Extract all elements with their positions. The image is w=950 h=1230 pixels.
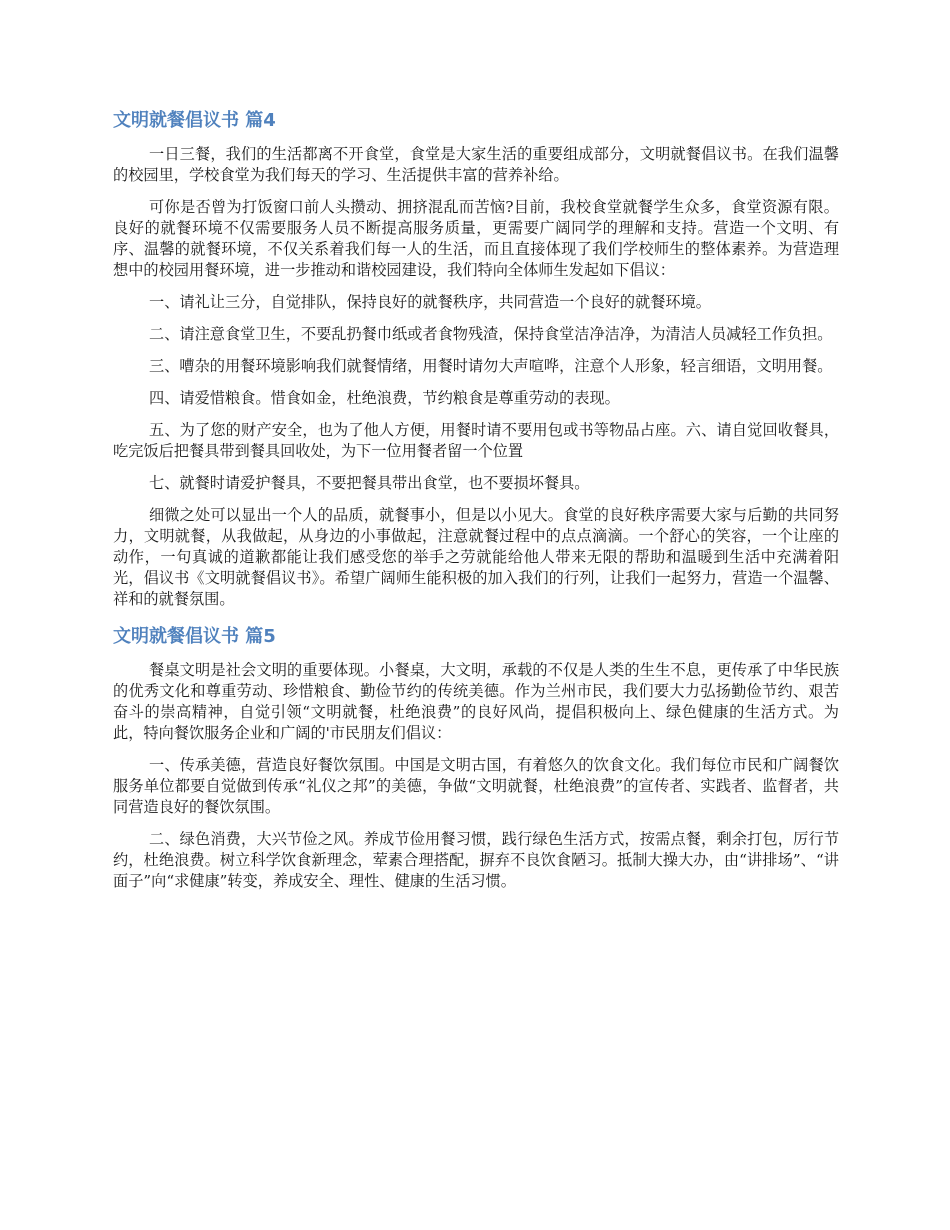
paragraph: 餐桌文明是社会文明的重要体现。小餐桌，大文明，承载的不仅是人类的生生不息，更传承了中华民族的优秀文化和尊重劳动、珍惜粮食、勤俭节约的传统美德。作为兰州市民，我们要大力弘扬勤俭节约、艰苦奋斗的崇高精神，自觉引领“文明就餐，杜绝浪费”的良好风尚，提倡积极向上、绿色健康的生活方式。为此，特向餐饮服务企业和广阔的'市民朋友们倡议： bbox=[113, 661, 839, 742]
paragraph: 细微之处可以显出一个人的品质，就餐事小，但是以小见大。食堂的良好秩序需要大家与后勤的共同努力，文明就餐，从我做起，从身边的小事做起，注意就餐过程中的点点滴滴。一个舒心的笑容，一个让座的动作，一句真诚的道歉都能让我们感受您的举手之劳就能给他人带来无限的帮助和温暖到生活中充满着阳光，倡议书《文明就餐倡议书》。希望广阔师生能积极的加入我们的行列，让我们一起努力，营造一个温馨、祥和的就餐氛围。 bbox=[113, 506, 839, 608]
paragraph: 一、传承美德，营造良好餐饮氛围。中国是文明古国，有着悠久的饮食文化。我们每位市民和广阔餐饮服务单位都要自觉做到传承“礼仪之邦”的美德，争做“文明就餐，杜绝浪费”的宣传者、实践者、监督者，共同营造良好的餐饮氛围。 bbox=[113, 756, 839, 816]
paragraph: 七、就餐时请爱护餐具，不要把餐具带出食堂，也不要损坏餐具。 bbox=[149, 474, 590, 492]
section-title: 文明就餐倡议书 篇5 bbox=[113, 626, 276, 647]
document-page bbox=[113, 108, 839, 903]
paragraph: 二、绿色消费，大兴节俭之风。养成节俭用餐习惯，践行绿色生活方式，按需点餐，剩余打包，厉行节约，杜绝浪费。树立科学饮食新理念，荤素合理搭配，摒弃不良饮食陋习。抵制大操大办，由“讲排场”、“讲面子”向“求健康”转变，养成安全、理性、健康的生活习惯。 bbox=[113, 830, 839, 890]
paragraph: 一日三餐，我们的生活都离不开食堂，食堂是大家生活的重要组成部分，文明就餐倡议书。在我们温馨的校园里，学校食堂为我们每天的学习、生活提供丰富的营养补给。 bbox=[113, 145, 839, 184]
section-title: 文明就餐倡议书 篇4 bbox=[113, 110, 276, 131]
paragraph: 三、嘈杂的用餐环境影响我们就餐情绪，用餐时请勿大声喧哗，注意个人形象，轻言细语，文明用餐。 bbox=[149, 357, 833, 375]
paragraph: 五、为了您的财产安全，也为了他人方便，用餐时请不要用包或书等物品占座。六、请自觉回收餐具，吃完饭后把餐具带到餐具回收处，为下一位用餐者留一个位置 bbox=[113, 421, 839, 460]
section-5 bbox=[113, 624, 839, 892]
paragraph: 二、请注意食堂卫生，不要乱扔餐巾纸或者食物残渣，保持食堂洁净洁净，为清洁人员减轻工作负担。 bbox=[149, 325, 833, 343]
paragraph: 一、请礼让三分，自觉排队，保持良好的就餐秩序，共同营造一个良好的就餐环境。 bbox=[149, 293, 711, 311]
paragraph: 可你是否曾为打饭窗口前人头攒动、拥挤混乱而苦恼?目前，我校食堂就餐学生众多，食堂资源有限。良好的就餐环境不仅需要服务人员不断提高服务质量，更需要广阔同学的理解和支持。营造一个文明、有序、温馨的就餐环境，不仅关系着我们每一人的生活，而且直接体现了我们学校师生的整体素养。为营造理想中的校园用餐环境，进一步推动和谐校园建设，我们特向全体师生发起如下倡议： bbox=[113, 198, 839, 279]
section-4 bbox=[113, 108, 839, 610]
paragraph: 四、请爱惜粮食。惜食如金，杜绝浪费，节约粮食是尊重劳动的表现。 bbox=[149, 389, 620, 407]
